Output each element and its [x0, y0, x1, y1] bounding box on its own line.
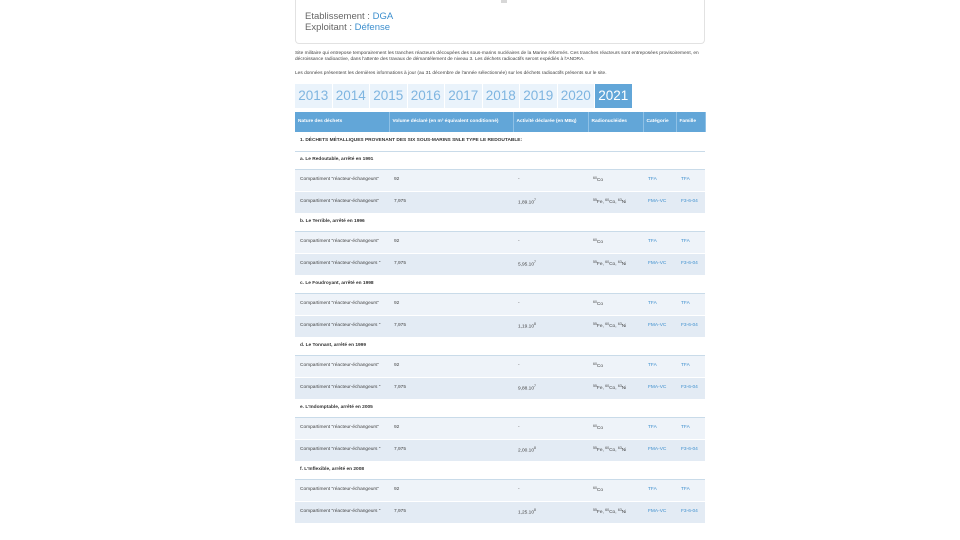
site-description: Site militaire qui entrepose temporairement les tranches réacteurs découpées des sous-marins nucléaires de la Marine réformés. Ces tranches réacteurs sont entreposées provisoirement, en décroissance radioactive, dans l'attente des travaux de démantèlement de niveau 3. Les déchets radioactifs seront expédiés à l'ANDRA. — [295, 51, 699, 62]
cell-radionucleides — [588, 439, 643, 461]
col-header-categorie: Catégorie — [643, 112, 676, 132]
year-tab-2015[interactable]: 2015 — [370, 84, 408, 108]
cell-radionucleides — [588, 377, 643, 399]
cell-volume: 7,975 — [389, 253, 513, 275]
activite-exponent: 8 — [534, 321, 536, 326]
cell-nature: Compartiment "réacteur-échangeurs" — [295, 169, 389, 191]
table-row — [295, 479, 705, 501]
cell-famille[interactable]: TFA — [676, 169, 705, 191]
isotope-mass-number: 63 — [617, 446, 622, 451]
exploitant-line — [305, 22, 704, 33]
activite-value: 1,25.10 — [518, 510, 535, 516]
table-row — [295, 191, 705, 213]
activite-exponent: 7 — [534, 259, 536, 264]
cell-volume: 92 — [389, 355, 513, 377]
group-title: c. Le Foudroyant, arrêté en 1998 — [295, 275, 705, 293]
cell-categorie[interactable]: FMA-VC — [643, 253, 676, 275]
cell-famille[interactable]: TFA — [676, 355, 705, 377]
activite-value: 2,00.10 — [518, 448, 535, 454]
cell-nature: Compartiment "réacteur-échangeurs" — [295, 417, 389, 439]
table-row — [295, 169, 705, 191]
cell-volume: 7,975 — [389, 191, 513, 213]
isotope-mass-number: 60 — [605, 508, 610, 513]
isotope-symbol: Fe, — [596, 262, 606, 268]
isotope-mass-number: 63 — [617, 384, 622, 389]
isotope-symbol: Ni — [621, 510, 627, 516]
cell-famille[interactable]: F3-6-04 — [676, 315, 705, 337]
cell-radionucleides — [588, 501, 643, 523]
year-tab-2016[interactable]: 2016 — [408, 84, 446, 108]
cell-radionucleides — [588, 293, 643, 315]
exploitant-label: Exploitant : — [305, 22, 355, 33]
isotope-mass-number: 55 — [593, 322, 597, 327]
isotope-mass-number: 60 — [605, 446, 610, 451]
isotope-mass-number: 60 — [605, 260, 610, 265]
isotope-symbol: Ni — [621, 262, 627, 268]
activite-value: - — [518, 177, 520, 183]
isotope-mass-number: 63 — [617, 260, 622, 265]
table-row — [295, 231, 705, 253]
cell-nature: Compartiment "réacteur-échangeurs " — [295, 315, 389, 337]
cell-radionucleides — [588, 253, 643, 275]
data-note: Les données présentent les dernières informations à jour (au 31 décembre de l'année sélectionnée) sur les déchets radioactifs présents sur le site. — [295, 71, 607, 76]
activite-value: - — [518, 301, 520, 307]
table-row — [295, 293, 705, 315]
table-row — [295, 417, 705, 439]
cell-volume: 92 — [389, 293, 513, 315]
isotope-symbol: Co — [596, 178, 604, 184]
table-row — [295, 355, 705, 377]
cell-activite — [513, 355, 588, 377]
isotope-symbol: Co — [596, 302, 604, 308]
etablissement-value[interactable]: DGA — [372, 11, 394, 22]
group-title-row — [295, 337, 705, 355]
group-title: a. Le Redoutable, arrêté en 1991 — [295, 151, 705, 169]
activite-value: - — [518, 239, 520, 245]
cell-nature: Compartiment "réacteur-échangeurs " — [295, 439, 389, 461]
group-title-row — [295, 213, 705, 231]
cell-nature: Compartiment "réacteur-échangeurs " — [295, 253, 389, 275]
isotope-mass-number: 55 — [593, 198, 597, 203]
group-title: f. L'Inflexible, arrêté en 2008 — [295, 461, 705, 479]
cell-categorie[interactable]: TFA — [643, 355, 676, 377]
year-tab-2021[interactable]: 2021 — [595, 84, 633, 108]
isotope-mass-number: 60 — [593, 362, 597, 367]
isotope-symbol: Fe, — [596, 200, 606, 206]
isotope-mass-number: 60 — [605, 198, 610, 203]
etablissement-line — [305, 11, 704, 22]
cell-radionucleides — [588, 191, 643, 213]
cell-volume: 92 — [389, 169, 513, 191]
cell-nature: Compartiment "réacteur-échangeurs" — [295, 191, 389, 213]
cell-categorie[interactable]: FMA-VC — [643, 439, 676, 461]
col-header-volume: Volume déclaré (en m³ équivalent conditionné) — [389, 112, 513, 132]
cell-activite — [513, 191, 588, 213]
cell-radionucleides — [588, 479, 643, 501]
isotope-mass-number: 55 — [593, 508, 597, 513]
activite-value: 9,88.10 — [518, 386, 535, 392]
isotope-symbol: Co, — [609, 510, 618, 516]
cell-activite — [513, 315, 588, 337]
cell-categorie[interactable]: FMA-VC — [643, 377, 676, 399]
cell-radionucleides — [588, 169, 643, 191]
cell-activite — [513, 501, 588, 523]
isotope-mass-number: 60 — [605, 322, 610, 327]
etablissement-label: Etablissement : — [305, 11, 373, 22]
col-header-radionucleides: Radionucléides — [588, 112, 643, 132]
exploitant-value[interactable]: Défense — [354, 22, 391, 33]
isotope-symbol: Co — [596, 426, 604, 432]
cell-famille[interactable]: F3-6-04 — [676, 439, 705, 461]
site-info-box — [295, 0, 705, 44]
isotope-mass-number: 60 — [593, 300, 597, 305]
group-title: d. Le Tonnant, arrêté en 1999 — [295, 337, 705, 355]
cell-nature: Compartiment "réacteur-échangeurs" — [295, 355, 389, 377]
col-header-famille: Famille — [676, 112, 705, 132]
isotope-mass-number: 60 — [605, 384, 610, 389]
col-header-activite: Activité déclarée (en MBq) — [513, 112, 588, 132]
isotope-mass-number: 55 — [593, 384, 597, 389]
table-body — [295, 132, 705, 523]
isotope-symbol: Co, — [609, 324, 618, 330]
year-tab-2020[interactable]: 2020 — [558, 84, 596, 108]
isotope-symbol: Co, — [609, 200, 618, 206]
cell-famille[interactable]: TFA — [676, 479, 705, 501]
cell-volume: 92 — [389, 479, 513, 501]
isotope-symbol: Ni — [621, 324, 627, 330]
cell-categorie[interactable]: TFA — [643, 169, 676, 191]
cell-radionucleides — [588, 355, 643, 377]
cell-radionucleides — [588, 417, 643, 439]
cell-activite — [513, 293, 588, 315]
table-header-row — [295, 112, 705, 132]
isotope-mass-number: 60 — [593, 486, 597, 491]
cell-volume: 7,975 — [389, 377, 513, 399]
waste-table — [295, 112, 706, 524]
year-tabs — [295, 84, 633, 108]
isotope-symbol: Co, — [609, 386, 618, 392]
year-tab-2014[interactable]: 2014 — [333, 84, 371, 108]
isotope-symbol: Fe, — [596, 324, 606, 330]
activite-value: 1,19.10 — [518, 324, 535, 330]
isotope-mass-number: 55 — [593, 446, 597, 451]
group-title-row — [295, 399, 705, 417]
year-tab-2018[interactable]: 2018 — [483, 84, 521, 108]
group-title-row — [295, 151, 705, 169]
cell-categorie[interactable]: FMA-VC — [643, 191, 676, 213]
cell-nature: Compartiment "réacteur-échangeurs " — [295, 377, 389, 399]
isotope-symbol: Fe, — [596, 448, 606, 454]
isotope-mass-number: 63 — [617, 508, 622, 513]
cell-nature: Compartiment "réacteur-échangeurs " — [295, 501, 389, 523]
cell-categorie[interactable]: TFA — [643, 479, 676, 501]
isotope-symbol: Co, — [609, 262, 618, 268]
cell-categorie[interactable]: TFA — [643, 293, 676, 315]
cell-activite — [513, 417, 588, 439]
year-tab-2013[interactable]: 2013 — [295, 84, 333, 108]
cell-radionucleides — [588, 231, 643, 253]
activite-exponent: 7 — [534, 383, 536, 388]
isotope-symbol: Co, — [609, 448, 618, 454]
col-header-nature: Nature des déchets — [295, 112, 389, 132]
cell-activite — [513, 439, 588, 461]
isotope-symbol: Ni — [621, 448, 627, 454]
group-title: b. Le Terrible, arrêté en 1996 — [295, 213, 705, 231]
cell-volume: 7,975 — [389, 501, 513, 523]
activite-exponent: 8 — [534, 507, 536, 512]
cell-famille[interactable]: TFA — [676, 417, 705, 439]
table-row — [295, 253, 705, 275]
year-tab-2019[interactable]: 2019 — [520, 84, 558, 108]
activite-value: 5,95.10 — [518, 262, 535, 268]
table-row — [295, 439, 705, 461]
isotope-symbol: Co — [596, 364, 604, 370]
table-row — [295, 315, 705, 337]
isotope-mass-number: 63 — [617, 198, 622, 203]
activite-value: - — [518, 425, 520, 431]
group-title-row — [295, 275, 705, 293]
activite-value: - — [518, 487, 520, 493]
isotope-symbol: Fe, — [596, 510, 606, 516]
isotope-symbol: Ni — [621, 386, 627, 392]
cell-categorie[interactable]: TFA — [643, 417, 676, 439]
isotope-mass-number: 60 — [593, 238, 597, 243]
isotope-symbol: Co — [596, 488, 604, 494]
section-title: 1. DÉCHETS MÉTALLIQUES PROVENANT DES SIX SOUS-MARINS SNLE TYPE LE REDOUTABLE: — [295, 132, 705, 151]
table-row — [295, 377, 705, 399]
year-tab-2017[interactable]: 2017 — [445, 84, 483, 108]
cell-activite — [513, 231, 588, 253]
cell-radionucleides — [588, 315, 643, 337]
cell-categorie[interactable]: FMA-VC — [643, 501, 676, 523]
activite-value: - — [518, 363, 520, 369]
group-title-row — [295, 461, 705, 479]
cell-nature: Compartiment "réacteur-échangeurs" — [295, 479, 389, 501]
cell-activite — [513, 377, 588, 399]
isotope-symbol: Fe, — [596, 386, 606, 392]
cell-famille[interactable]: F3-6-04 — [676, 191, 705, 213]
isotope-mass-number: 63 — [617, 322, 622, 327]
activite-exponent: 8 — [534, 445, 536, 450]
cell-activite — [513, 253, 588, 275]
section-row — [295, 132, 705, 151]
cell-activite — [513, 169, 588, 191]
isotope-mass-number: 60 — [593, 424, 597, 429]
isotope-mass-number: 55 — [593, 260, 597, 265]
cell-activite — [513, 479, 588, 501]
cell-nature: Compartiment "réacteur-échangeurs" — [295, 293, 389, 315]
cell-nature: Compartiment "réacteur-échangeurs" — [295, 231, 389, 253]
cell-famille[interactable]: TFA — [676, 231, 705, 253]
group-title: e. L'Indomptable, arrêté en 2005 — [295, 399, 705, 417]
cell-famille[interactable]: TFA — [676, 293, 705, 315]
isotope-symbol: Co — [596, 240, 604, 246]
activite-exponent: 7 — [534, 197, 536, 202]
activite-value: 1,89.10 — [518, 200, 535, 206]
isotope-mass-number: 60 — [593, 176, 597, 181]
cell-categorie[interactable]: TFA — [643, 231, 676, 253]
cell-categorie[interactable]: FMA-VC — [643, 315, 676, 337]
isotope-symbol: Ni — [621, 200, 627, 206]
cell-famille[interactable]: F3-6-04 — [676, 253, 705, 275]
cell-famille[interactable]: F3-6-04 — [676, 501, 705, 523]
cell-volume: 7,975 — [389, 315, 513, 337]
page — [295, 0, 705, 540]
cell-volume: 92 — [389, 231, 513, 253]
cell-volume: 7,975 — [389, 439, 513, 461]
table-row — [295, 501, 705, 523]
cell-volume: 92 — [389, 417, 513, 439]
cell-famille[interactable]: F3-6-04 — [676, 377, 705, 399]
